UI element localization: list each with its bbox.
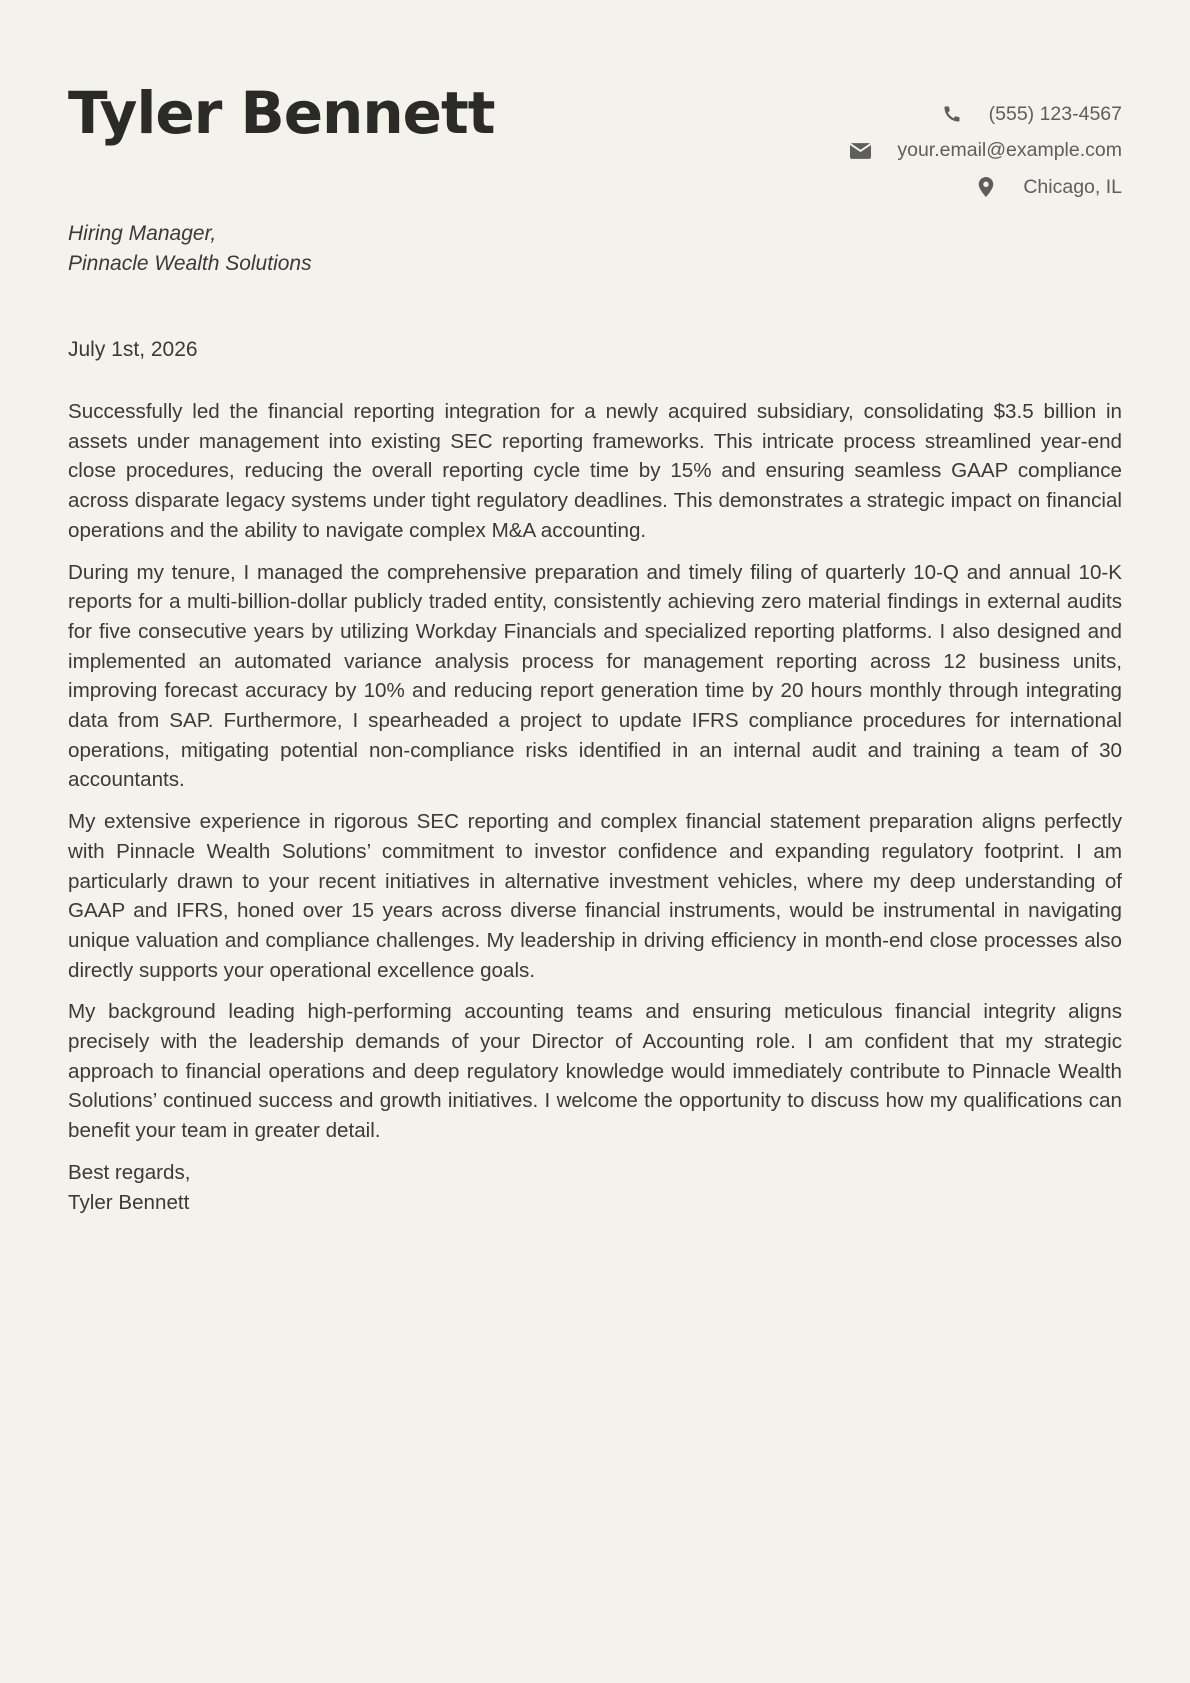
letter-header [68,0,1122,205]
contact-phone [849,96,1122,133]
body-paragraph: During my tenure, I managed the comprehensive preparation and timely filing of quarterly 10-Q and annual 10-K reports for a multi-billion-dollar publicly traded entity, consistently achieving zero material findings in external audits for five consecutive years by utilizing Workday Financials and specialized reporting platforms. I also designed and implemented an automated variance analysis process for management reporting across 12 business units, improving forecast accuracy by 10% and reducing report generation time by 20 hours monthly through integrating data from SAP. Furthermore, I spearheaded a project to update IFRS compliance procedures for international operations, mitigating potential non-compliance risks identified in an internal audit and training a team of 30 accountants. [68,560,1122,792]
contact-location [849,169,1122,206]
closing-block [68,1158,1122,1217]
closing-signature: Tyler Bennett [68,1190,190,1214]
recipient-title: Hiring Manager, [68,222,217,245]
body-paragraph: Successfully led the financial reporting integration for a newly acquired subsidiary, consolidating $3.5 billion in assets under management into existing SEC reporting frameworks. This intricate process streamlined year-end close procedures, reducing the overall reporting cycle time by 15% and ensuring seamless GAAP compliance across disparate legacy systems under tight regulatory deadlines. This demonstrates a strategic impact on financial operations and the ability to navigate complex M&A accounting. [68,400,1122,542]
body-paragraph: My background leading high-performing accounting teams and ensuring meticulous financial integrity aligns precisely with the leadership demands of your Director of Accounting role. I am confident that my strategic approach to financial operations and deep regulatory knowledge would immediately contribute to Pinnacle Wealth Solutions’ continued success and growth initiatives. I welcome the opportunity to discuss how my qualifications can benefit your team in greater detail. [68,1000,1122,1143]
recipient-company: Pinnacle Wealth Solutions [68,252,312,275]
envelope-icon [849,140,871,162]
letter-date: July 1st, 2026 [68,338,198,361]
applicant-name: Tyler Bennett [68,79,495,147]
email-address: your.email@example.com [897,139,1122,162]
phone-number: (555) 123-4567 [988,102,1122,125]
contact-email [849,133,1122,170]
phone-icon [941,103,963,125]
recipient-block [68,219,312,279]
letter-body [68,397,1122,1217]
body-paragraph: My extensive experience in rigorous SEC reporting and complex financial statement preparation aligns perfectly with Pinnacle Wealth Solutions’ commitment to investor confidence and expanding regulatory footprint. I am particularly drawn to your recent initiatives in alternative investment vehicles, where my deep understanding of GAAP and IFRS, honed over 15 years across diverse financial instruments, would be instrumental in navigating unique valuation and compliance challenges. My leadership in driving efficiency in month-end close processes also directly supports your operational excellence goals. [68,810,1122,982]
map-pin-icon [975,176,997,198]
contact-block [849,96,1122,206]
location-text: Chicago, IL [1023,175,1122,198]
closing-salutation: Best regards, [68,1160,191,1184]
